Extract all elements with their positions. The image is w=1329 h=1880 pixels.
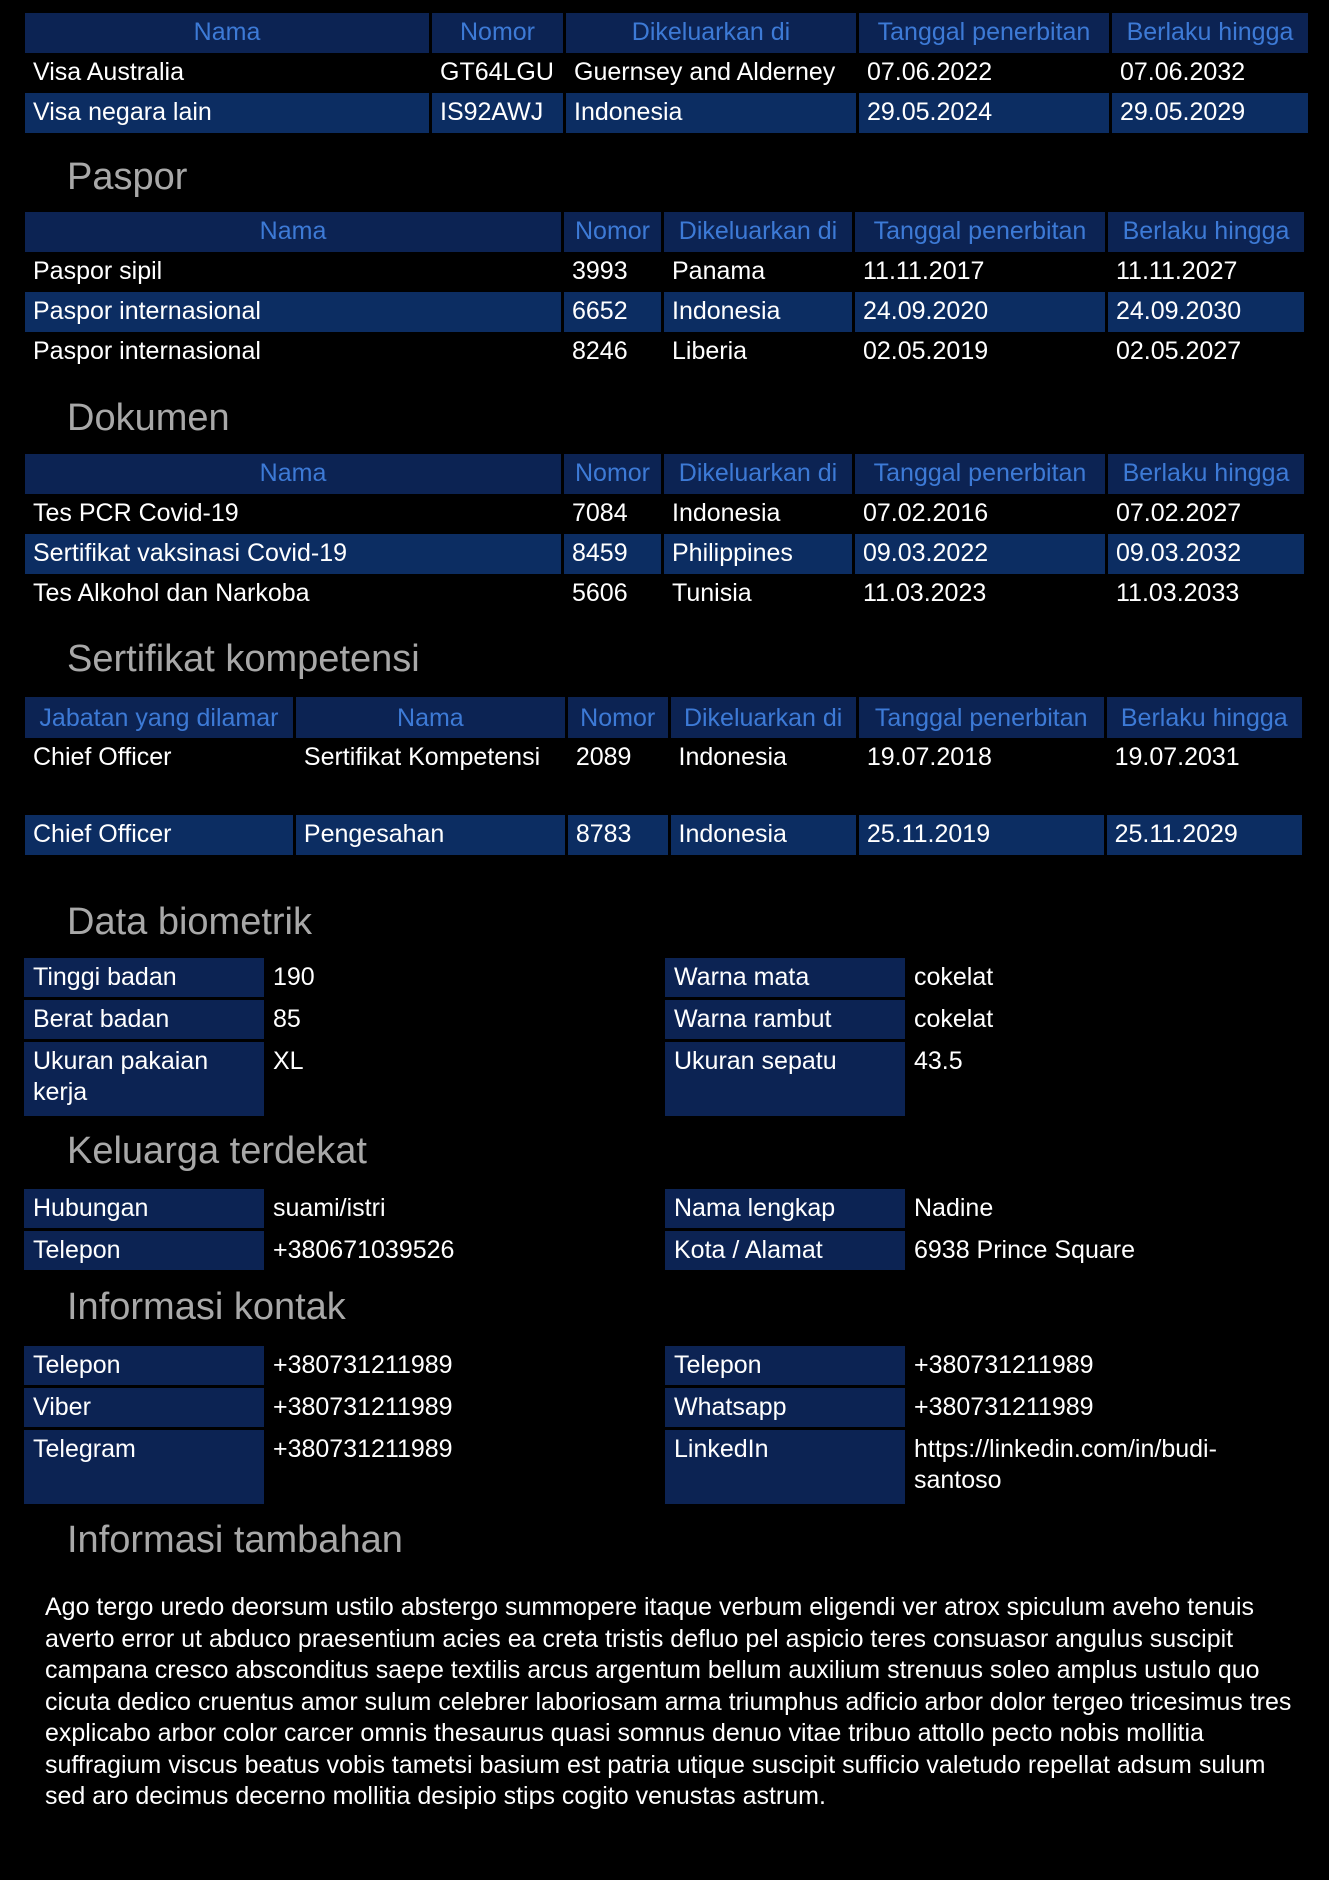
cell-nomor: 7084 [572,499,628,527]
table-row [25,815,1302,855]
section-title-sertifikat: Sertifikat kompetensi [67,638,420,680]
value-tinggi-badan: 190 [273,963,315,991]
cell-nomor: 8246 [572,337,628,365]
value-hubungan: suami/istri [273,1194,386,1222]
cell-dikeluarkan: Indonesia [671,815,856,855]
col-header-tanggal-penerbitan: Tanggal penerbitan [859,697,1104,738]
col-header-nama: Nama [25,13,429,53]
section-title-dokumen: Dokumen [67,397,230,439]
cell-nomor: 5606 [572,579,628,607]
label-telepon: Telepon [665,1346,905,1385]
section-title-keluarga: Keluarga terdekat [67,1130,367,1172]
cell-tanggal: 07.02.2016 [863,499,989,527]
label-telegram: Telegram [24,1430,264,1504]
table-header-row [25,212,1304,252]
label-ukuran-sepatu: Ukuran sepatu [665,1042,905,1116]
col-header-nomor: Nomor [564,454,661,494]
kv-row [665,1231,1305,1270]
col-header-tanggal-penerbitan: Tanggal penerbitan [859,13,1109,53]
section-title-tambahan: Informasi tambahan [67,1519,403,1561]
kv-row [665,1430,1305,1504]
kontak-right [665,1343,1305,1507]
cell-nama: Pengesahan [296,815,565,855]
label-berat-badan: Berat badan [24,1000,264,1039]
table-row [25,332,1304,372]
cell-dikeluarkan: Tunisia [672,579,752,607]
cell-dikeluarkan: Panama [672,257,766,285]
cell-tanggal: 24.09.2020 [855,292,1105,332]
table-row [25,252,1304,292]
cell-nomor: GT64LGU [440,58,554,86]
value-telepon: +380731211989 [273,1351,453,1379]
cell-tanggal: 02.05.2019 [863,337,989,365]
cell-berlaku: 29.05.2029 [1112,93,1308,133]
col-header-nomor: Nomor [568,697,668,738]
kv-row [24,1388,664,1427]
label-warna-mata: Warna mata [665,958,905,997]
cell-dikeluarkan: Guernsey and Alderney [574,58,836,86]
table-row [25,494,1304,534]
cell-dikeluarkan: Indonesia [566,93,856,133]
col-header-tanggal-penerbitan: Tanggal penerbitan [855,212,1105,252]
kv-row [24,1346,664,1385]
value-warna-rambut: cokelat [914,1005,994,1033]
cell-tanggal: 07.06.2022 [867,58,993,86]
value-whatsapp: +380731211989 [914,1393,1094,1421]
label-nama-lengkap: Nama lengkap [665,1189,905,1228]
cell-berlaku: 19.07.2031 [1114,743,1240,771]
cell-tanggal: 29.05.2024 [859,93,1109,133]
col-header-dikeluarkan: Dikeluarkan di [671,697,856,738]
value-nama-lengkap: Nadine [914,1194,994,1222]
kv-row [665,1189,1305,1228]
table-header-row [25,697,1302,738]
label-viber: Viber [24,1388,264,1427]
keluarga-left [24,1186,664,1273]
cell-berlaku: 25.11.2029 [1107,815,1302,855]
sertifikat-table [22,697,1305,855]
kv-row [24,1042,664,1116]
label-ukuran-pakaian: Ukuran pakaian kerja [24,1042,264,1116]
table-row [25,93,1308,133]
table-row [25,574,1304,614]
cell-nama: Tes Alkohol dan Narkoba [33,579,310,607]
value-ukuran-sepatu: 43.5 [914,1047,963,1075]
col-header-nomor: Nomor [564,212,661,252]
keluarga-right [665,1186,1305,1273]
kv-row [24,1189,664,1228]
cell-berlaku: 11.03.2033 [1116,579,1240,607]
col-header-tanggal-penerbitan: Tanggal penerbitan [855,454,1105,494]
cell-nama: Paspor sipil [33,257,163,285]
value-ukuran-pakaian: XL [273,1047,304,1075]
kv-row [24,1231,664,1270]
cell-tanggal: 11.03.2023 [863,579,987,607]
dokumen-table [22,454,1307,614]
cell-nama: Tes PCR Covid-19 [33,499,239,527]
value-telepon: +380731211989 [914,1351,1094,1379]
value-berat-badan: 85 [273,1005,301,1033]
cell-berlaku: 07.06.2032 [1120,58,1246,86]
col-header-dikeluarkan: Dikeluarkan di [664,454,852,494]
col-header-nama: Nama [296,697,565,738]
value-telepon: +380671039526 [273,1236,455,1264]
label-kota-alamat: Kota / Alamat [665,1231,905,1270]
cell-dikeluarkan: Philippines [664,534,852,574]
paspor-table [22,212,1307,372]
section-title-kontak: Informasi kontak [67,1286,346,1328]
value-warna-mata: cokelat [914,963,994,991]
table-row [25,738,1302,815]
table-row [25,534,1304,574]
kv-row [665,1042,1305,1116]
table-row [25,53,1308,93]
biometrik-right [665,955,1305,1119]
cell-nomor: 3993 [572,257,628,285]
cell-dikeluarkan: Liberia [672,337,748,365]
cell-berlaku: 07.02.2027 [1116,499,1242,527]
cell-nama: Visa Australia [33,58,185,86]
label-tinggi-badan: Tinggi badan [24,958,264,997]
kv-row [665,958,1305,997]
col-header-jabatan: Jabatan yang dilamar [25,697,293,738]
cell-nomor: 8783 [568,815,668,855]
cell-nama: Paspor internasional [33,337,261,365]
col-header-nama: Nama [25,454,561,494]
cell-nomor: 6652 [564,292,661,332]
cell-nama: Visa negara lain [25,93,429,133]
label-linkedin: LinkedIn [665,1430,905,1504]
label-whatsapp: Whatsapp [665,1388,905,1427]
label-telepon: Telepon [24,1231,264,1270]
value-kota-alamat: 6938 Prince Square [914,1236,1135,1264]
cell-tanggal: 25.11.2019 [859,815,1104,855]
cell-berlaku: 11.11.2027 [1116,257,1238,285]
col-header-berlaku-hingga: Berlaku hingga [1107,697,1302,738]
cell-nama: Paspor internasional [25,292,561,332]
visa-table [22,13,1311,133]
kv-row [24,958,664,997]
kv-row [24,1000,664,1039]
value-viber: +380731211989 [273,1393,453,1421]
cell-dikeluarkan: Indonesia [664,292,852,332]
col-header-nama: Nama [25,212,561,252]
cell-berlaku: 02.05.2027 [1116,337,1242,365]
value-telegram: +380731211989 [273,1435,453,1463]
cell-berlaku: 24.09.2030 [1108,292,1304,332]
label-telepon: Telepon [24,1346,264,1385]
cell-jabatan: Chief Officer [33,743,172,771]
kv-row [24,1430,664,1504]
section-title-biometrik: Data biometrik [67,901,312,943]
table-header-row [25,13,1308,53]
cell-nama: Sertifikat vaksinasi Covid-19 [25,534,561,574]
cell-dikeluarkan: Indonesia [678,743,787,771]
kv-row [665,1388,1305,1427]
cell-nomor: 8459 [564,534,661,574]
section-title-paspor: Paspor [67,156,188,198]
cell-tanggal: 09.03.2022 [855,534,1105,574]
col-header-berlaku-hingga: Berlaku hingga [1108,454,1304,494]
linkedin-link[interactable]: https://linkedin.com/in/budi-santoso [914,1435,1217,1494]
kv-row [665,1000,1305,1039]
cell-tanggal: 19.07.2018 [866,743,992,771]
cell-dikeluarkan: Indonesia [672,499,781,527]
cell-nomor: IS92AWJ [432,93,563,133]
col-header-dikeluarkan: Dikeluarkan di [566,13,856,53]
col-header-nomor: Nomor [432,13,563,53]
label-hubungan: Hubungan [24,1189,264,1228]
additional-info-text: Ago tergo uredo deorsum ustilo abstergo summopere itaque verbum eligendi ver atrox spiculum aveho tenuis averto error ut abduco praesentium acies ea creta tristis defluo pel aspicio teres consuasor angulus suscipit campana cresco absconditus saepe textilis arcus argentum bellum auxilium strenuus soleo amplus ustulo quo cicuta dedico cruentus amor sulum celebrer laboriosam arma triumphus adficio arbor dolor tergeo tricesimus tres explicabo arbor color carcer omnis thesaurus quasi somnus denuo vitae tribuo attollo pecto nobis mollitia suffragium viscus beatus vobis tametsi basium est patria utique suscipit sufficio valetudo repellat adsum sulum sed aro decimus decerno mollitia desipio stips cogito venustas astrum. [45,1593,1292,1810]
cell-tanggal: 11.11.2017 [863,257,985,285]
kontak-left [24,1343,664,1507]
label-warna-rambut: Warna rambut [665,1000,905,1039]
biometrik-left [24,955,664,1119]
kv-row [665,1346,1305,1385]
col-header-berlaku-hingga: Berlaku hingga [1108,212,1304,252]
cell-nomor: 2089 [575,743,632,771]
cell-jabatan: Chief Officer [25,815,293,855]
col-header-berlaku-hingga: Berlaku hingga [1112,13,1308,53]
cell-nama: Sertifikat Kompetensi [303,743,541,771]
cell-berlaku: 09.03.2032 [1108,534,1304,574]
table-header-row [25,454,1304,494]
col-header-dikeluarkan: Dikeluarkan di [664,212,852,252]
table-row [25,292,1304,332]
